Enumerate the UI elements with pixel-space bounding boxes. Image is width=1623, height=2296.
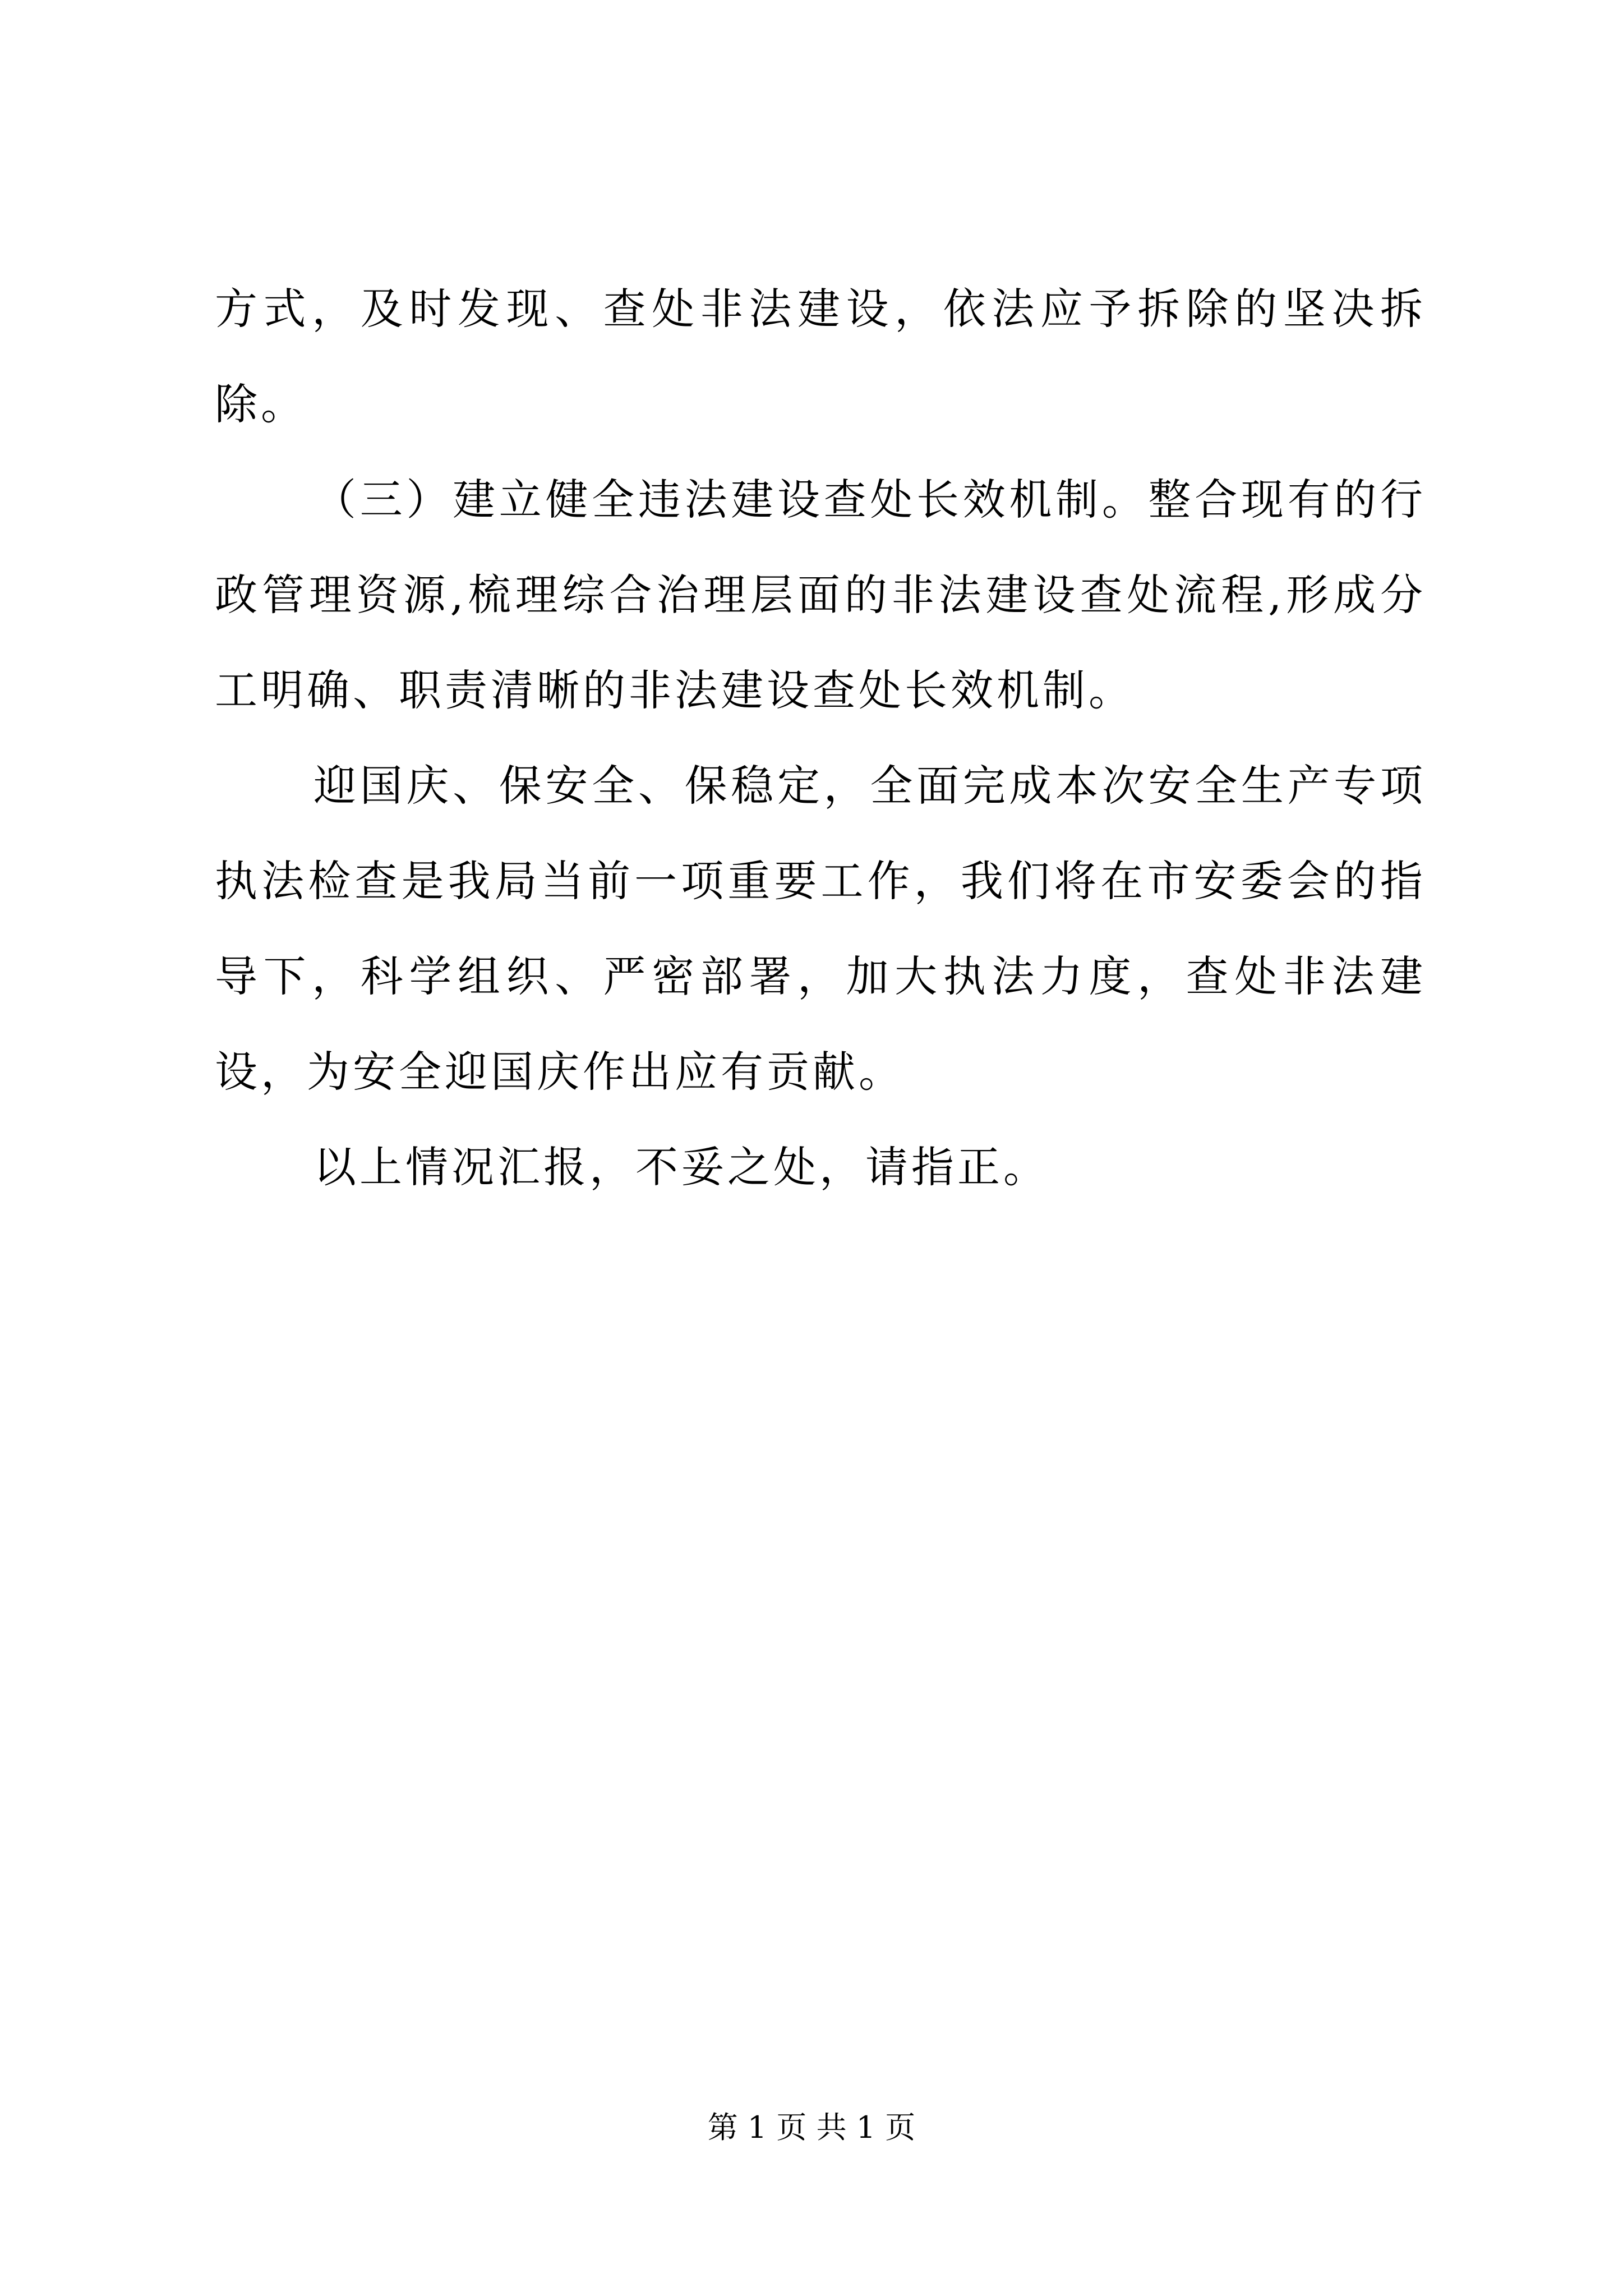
page-footer: 第 1 页 共 1 页: [707, 2110, 916, 2145]
document-body: [215, 261, 1426, 1215]
paragraph-national-day: 迎国庆、保安全、保稳定，全面完成本次安全生产专项执法检查是我局当前一项重要工作，我们将在市安委会的指导下，科学组织、严密部署，加大执法力度，查处非法建设，为安全迎国庆作出应有贡献。: [215, 761, 1426, 1097]
paragraph-mechanism: （三）建立健全违法建设查处长效机制。整合现有的行政管理资源,梳理综合治理层面的非法建设查处流程,形成分工明确、职责清晰的非法建设查处长效机制。: [215, 475, 1426, 715]
paragraph-continuation: 方式，及时发现、查处非法建设，依法应予拆除的坚决拆除。: [215, 284, 1426, 429]
paragraph-closing: 以上情况汇报，不妥之处，请指正。: [313, 1142, 1049, 1192]
